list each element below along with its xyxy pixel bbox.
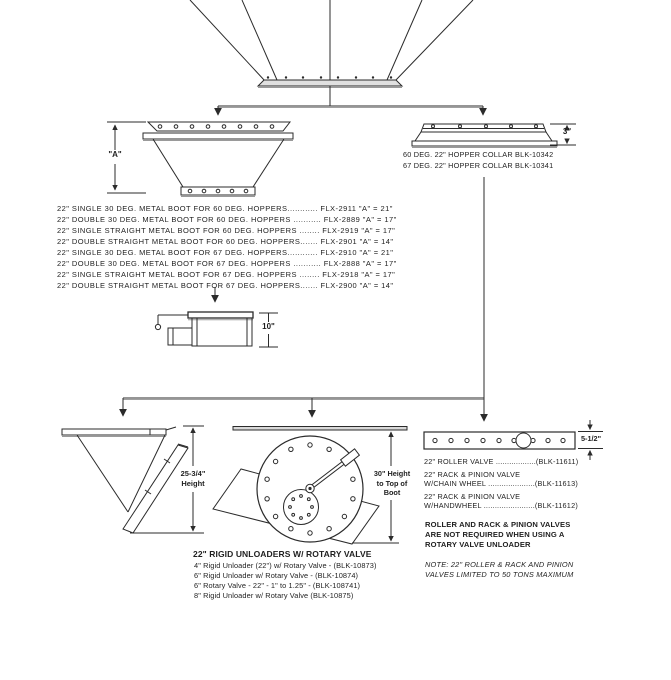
roller-item-line: W/CHAIN WHEEL .....................(BLK-11613) <box>424 479 578 488</box>
roller-valve-hub <box>516 433 531 448</box>
valves-warning-line: ROLLER AND RACK & PINION VALVES <box>425 520 571 529</box>
slide-gate-drawing <box>155 312 253 346</box>
boot-list-line: 22" SINGLE STRAIGHT METAL BOOT FOR 60 DEG. HOPPERS ........ FLX-2919 "A" = 17" <box>57 226 396 235</box>
rotary-dim-label: to Top of <box>376 478 408 488</box>
valves-note-line: VALVES LIMITED TO 50 TONS MAXIMUM <box>425 570 574 579</box>
valves-note-line: NOTE: 22" ROLLER & RACK AND PINION <box>425 560 574 569</box>
boot-list-line: 22" SINGLE 30 DEG. METAL BOOT FOR 67 DEG. HOPPERS............ FLX-2910 "A" = 21" <box>57 248 394 257</box>
roller-item-line: 22" RACK & PINION VALVE <box>424 492 521 501</box>
collar-caption-line: 60 DEG. 22" HOPPER COLLAR BLK-10342 <box>403 150 554 159</box>
roller-item-line: 22" RACK & PINION VALVE <box>424 470 521 479</box>
roller-dim-label: 5-1/2" <box>580 433 602 443</box>
hopper-outlet-drawing <box>190 0 473 88</box>
boot-flange-holes <box>158 125 274 129</box>
rotary-dim-label: Boot <box>383 488 401 497</box>
boot-list-line: 22" DOUBLE STRAIGHT METAL BOOT FOR 60 DEG. HOPPERS....... FLX-2901 "A" = 14" <box>57 237 394 246</box>
rotary-section-title: 22" RIGID UNLOADERS W/ ROTARY VALVE <box>193 549 372 559</box>
rotary-item: 6" Rigid Unloader w/ Rotary Valve - (BLK-10874) <box>194 571 359 580</box>
unloader-dim-label: 25-3/4" <box>180 469 206 478</box>
gate-dim-label: 10" <box>262 322 275 331</box>
hopper-collar-drawing <box>412 124 557 148</box>
boot-list-line: 22" DOUBLE 30 DEG. METAL BOOT FOR 60 DEG. HOPPERS ........... FLX-2889 "A" = 17" <box>57 215 397 224</box>
rotary-dim-label: 30" Height <box>373 469 411 478</box>
rotary-item: 4" Rigid Unloader (22") w/ Rotary Valve - (BLK-10873) <box>194 561 377 570</box>
boot-list-line: 22" DOUBLE 30 DEG. METAL BOOT FOR 67 DEG. HOPPERS ........... FLX-2888 "A" = 17" <box>57 259 397 268</box>
unloader-dim-label: Height <box>181 479 205 488</box>
valves-warning-line: ROTARY VALVE UNLOADER <box>425 540 531 549</box>
rigid-unloader-drawing <box>62 427 188 533</box>
flow-branch-bottom <box>123 177 484 421</box>
roller-item-line: 22" ROLLER VALVE ..................(BLK-11611) <box>424 457 579 466</box>
boot-list-line: 22" SINGLE 30 DEG. METAL BOOT FOR 60 DEG. HOPPERS............ FLX-2911 "A" = 21" <box>57 204 393 213</box>
dim-label-a: "A" <box>108 150 122 159</box>
roller-valve-holes <box>433 438 565 442</box>
boot-outlet-holes <box>188 189 248 193</box>
rotary-item: 8" Rigid Unloader w/ Rotary Valve (BLK-10875) <box>194 591 354 600</box>
valves-warning-line: ARE NOT REQUIRED WHEN USING A <box>425 530 565 539</box>
rotary-item: 6" Rotary Valve - 22" - 1" to 1.25" - (BLK-108741) <box>194 581 361 590</box>
boot-list-line: 22" SINGLE STRAIGHT METAL BOOT FOR 67 DEG. HOPPERS ........ FLX-2918 "A" = 17" <box>57 270 396 279</box>
gate-pull-ring <box>155 324 160 329</box>
boot-list-line: 22" DOUBLE STRAIGHT METAL BOOT FOR 67 DEG. HOPPERS....... FLX-2900 "A" = 14" <box>57 281 394 290</box>
metal-boot-drawing <box>143 122 293 197</box>
collar-dim-label: 3" <box>562 127 572 136</box>
flow-branch-top <box>218 86 483 115</box>
collar-holes <box>432 125 538 128</box>
roller-item-line: W/HANDWHEEL .......................(BLK-11612) <box>424 501 578 510</box>
collar-caption-line: 67 DEG. 22" HOPPER COLLAR BLK-10341 <box>403 161 554 170</box>
roller-valve-drawing <box>424 432 575 449</box>
